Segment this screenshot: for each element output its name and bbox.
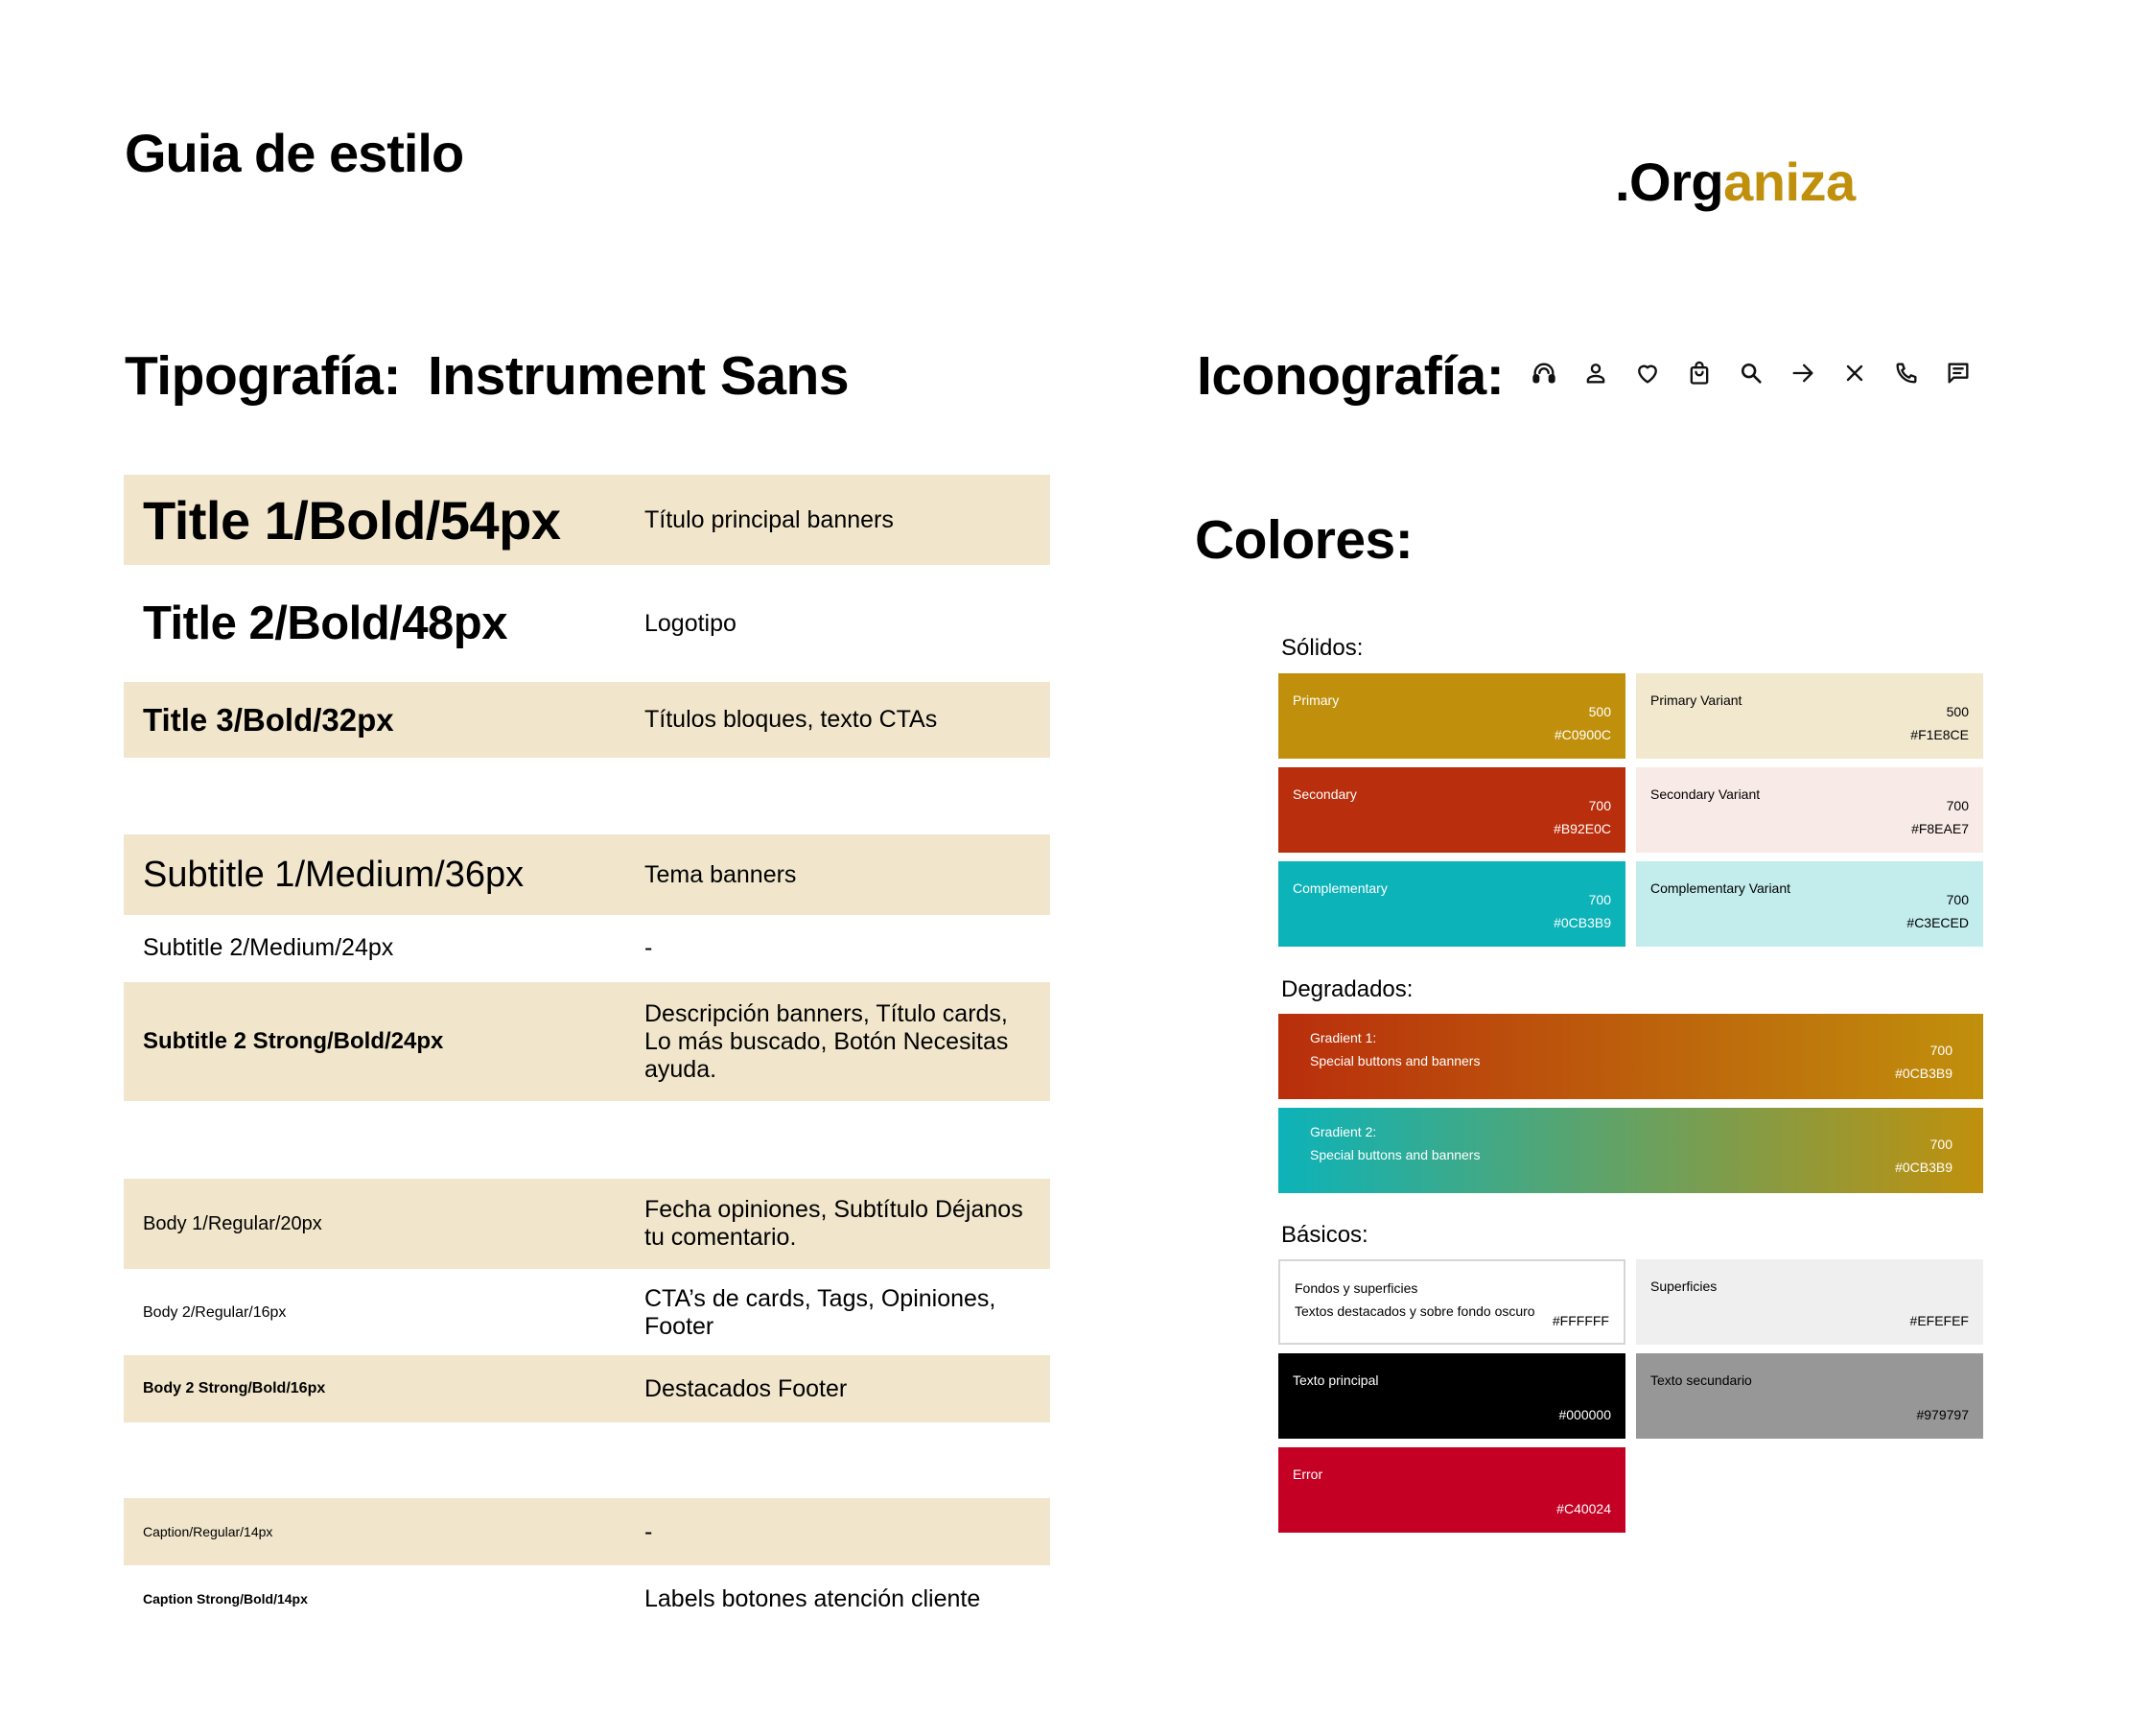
type-style-usage: Título principal banners (644, 505, 894, 533)
swatch-level: 700 (1946, 892, 1969, 907)
basics-label: Básicos: (1281, 1222, 1368, 1248)
swatch-name: Secondary Variant (1650, 786, 1761, 802)
swatch-level: 500 (1588, 704, 1611, 719)
swatch-hex: #C3ECED (1906, 915, 1969, 930)
swatch-level: 700 (1588, 798, 1611, 813)
swatch-hex: #C40024 (1556, 1501, 1611, 1516)
swatch-level: 700 (1929, 1137, 1952, 1152)
type-row-subtitle-1 (124, 834, 1050, 915)
swatch-hex: #F1E8CE (1910, 727, 1969, 742)
type-style-usage: Descripción banners, Título cards, Lo más buscado, Botón Necesitas ayuda. (644, 999, 1009, 1083)
swatch-complementary-variant (1636, 861, 1983, 947)
font-family-name: Instrument Sans (427, 345, 850, 407)
swatch-name: Texto secundario (1650, 1372, 1752, 1388)
gradient-title: Gradient 2: (1310, 1124, 1377, 1139)
swatch-primary-variant (1636, 673, 1983, 759)
swatch-level: 700 (1946, 798, 1969, 813)
chat-icon (1945, 360, 1972, 387)
close-icon (1841, 360, 1868, 387)
brand-logo (1615, 152, 1856, 212)
swatch-white (1278, 1259, 1625, 1345)
gradient-title: Gradient 1: (1310, 1030, 1377, 1045)
swatch-level: 700 (1929, 1043, 1952, 1058)
shopping-bag-icon (1686, 360, 1713, 387)
type-row-title-2 (124, 575, 1050, 671)
type-row-caption-strong (124, 1565, 1050, 1632)
colors-heading: Colores: (1195, 509, 1414, 571)
swatch-title: Fondos y superficies (1295, 1280, 1418, 1296)
type-row-subtitle-2-strong (124, 982, 1050, 1101)
type-style-usage: Logotipo (644, 609, 736, 637)
type-style-name: Caption/Regular/14px (143, 1524, 273, 1539)
swatch-name: Superficies (1650, 1279, 1718, 1294)
type-style-name: Body 1/Regular/20px (143, 1212, 322, 1234)
swatch-level: 500 (1946, 704, 1969, 719)
swatch-name: Secondary (1293, 786, 1357, 802)
swatch-hex: #FFFFFF (1552, 1313, 1609, 1328)
page-title: Guia de estilo (125, 123, 464, 183)
swatch-hex: #000000 (1558, 1407, 1611, 1422)
type-row-body-2-strong (124, 1355, 1050, 1422)
logo-accent-text: aniza (1723, 152, 1856, 212)
gradient-desc: Special buttons and banners (1310, 1053, 1481, 1068)
type-style-usage: Labels botones atención cliente (644, 1584, 981, 1612)
type-style-name: Title 1/Bold/54px (143, 489, 561, 551)
type-style-name: Title 2/Bold/48px (143, 598, 507, 649)
swatch-hex: #B92E0C (1554, 821, 1611, 836)
gradient-desc: Special buttons and banners (1310, 1147, 1481, 1162)
gradient-name (1310, 1120, 1480, 1166)
type-row-subtitle-2 (124, 917, 1050, 979)
gradient-name (1310, 1026, 1480, 1072)
swatch-name: Primary (1293, 692, 1340, 708)
type-style-name: Title 3/Bold/32px (143, 701, 394, 738)
swatch-name: Texto principal (1293, 1372, 1379, 1388)
swatch-error (1278, 1447, 1625, 1533)
user-icon (1582, 360, 1609, 387)
swatch-complementary (1278, 861, 1625, 947)
swatch-level: 700 (1588, 892, 1611, 907)
swatch-surfaces (1636, 1259, 1983, 1345)
swatch-name (1295, 1277, 1535, 1323)
iconography-heading: Iconografía: (1197, 345, 1505, 407)
type-style-usage: Destacados Footer (644, 1374, 848, 1402)
swatch-primary (1278, 673, 1625, 759)
swatch-gradient-2 (1278, 1108, 1983, 1193)
search-icon (1738, 360, 1765, 387)
type-style-usage: Tema banners (644, 860, 797, 888)
logo-main-text: .Org (1615, 152, 1724, 212)
swatch-secondary-text (1636, 1353, 1983, 1439)
type-row-title-3 (124, 682, 1050, 758)
swatch-secondary (1278, 767, 1625, 853)
type-row-body-1 (124, 1179, 1050, 1269)
swatch-hex: #0CB3B9 (1895, 1066, 1952, 1081)
type-style-usage: - (644, 1517, 653, 1545)
icon-set (1531, 360, 1972, 387)
swatch-hex: #F8EAE7 (1911, 821, 1969, 836)
arrow-right-icon (1789, 360, 1816, 387)
swatch-name: Complementary Variant (1650, 880, 1791, 896)
type-style-name: Subtitle 2/Medium/24px (143, 934, 394, 961)
swatch-name: Complementary (1293, 880, 1388, 896)
typography-heading (125, 345, 850, 407)
swatch-name: Error (1293, 1466, 1323, 1482)
type-style-usage: CTA’s de cards, Tags, Opiniones, Footer (644, 1285, 996, 1340)
type-style-usage: - (644, 934, 653, 961)
swatch-gradient-1 (1278, 1014, 1983, 1099)
swatch-hex: #0CB3B9 (1554, 915, 1611, 930)
type-style-name: Subtitle 2 Strong/Bold/24px (143, 1028, 444, 1054)
type-style-usage: Títulos bloques, texto CTAs (644, 706, 938, 733)
type-style-name: Body 2 Strong/Bold/16px (143, 1380, 326, 1396)
type-row-title-1 (124, 475, 1050, 565)
type-style-name: Caption Strong/Bold/14px (143, 1591, 308, 1607)
type-style-name: Body 2/Regular/16px (143, 1304, 287, 1321)
gradients-label: Degradados: (1281, 976, 1414, 1002)
swatch-main-text (1278, 1353, 1625, 1439)
type-style-name: Subtitle 1/Medium/36px (143, 854, 525, 895)
phone-icon (1893, 360, 1920, 387)
swatch-secondary-variant (1636, 767, 1983, 853)
type-style-usage: Fecha opiniones, Subtítulo Déjanos tu comentario. (644, 1196, 1023, 1251)
heart-icon (1634, 360, 1661, 387)
swatch-hex: #C0900C (1554, 727, 1611, 742)
solids-label: Sólidos: (1281, 635, 1364, 661)
swatch-hex: #0CB3B9 (1895, 1160, 1952, 1175)
type-row-caption (124, 1498, 1050, 1565)
swatch-hex: #EFEFEF (1909, 1313, 1969, 1328)
typography-label: Tipografía: (125, 345, 401, 407)
headset-icon (1531, 360, 1557, 387)
type-row-body-2 (124, 1271, 1050, 1355)
swatch-hex: #979797 (1916, 1407, 1969, 1422)
swatch-desc: Textos destacados y sobre fondo oscuro (1295, 1303, 1535, 1319)
swatch-name: Primary Variant (1650, 692, 1742, 708)
